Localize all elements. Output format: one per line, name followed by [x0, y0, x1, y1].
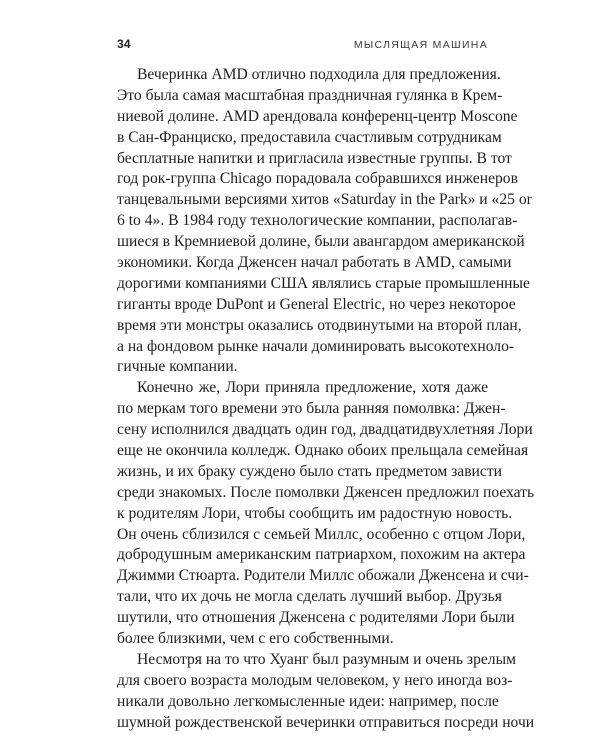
text-line: время эти монстры оказались отодвинутыми на второй план, [117, 316, 522, 334]
text-line: год рок-группа Chicago порадовала собравшихся инженеров [117, 170, 518, 188]
text-line: гичные компании. [117, 358, 238, 376]
text-line: Вечеринка AMD отлично подходила для предложения. [137, 66, 501, 83]
text-line: Это была самая масштабная праздничная гулянка в Крем- [117, 86, 503, 104]
text-line: для своего возраста молодым человеком, у него иногда воз- [117, 671, 513, 689]
text-line: тали, что их дочь не могла сделать лучший выбор. Друзья [117, 588, 502, 606]
text-line: никали довольно легкомысленные идеи: например, после [117, 692, 499, 710]
text-line: Он очень сблизился с семьей Миллс, особенно с отцом Лори, [117, 525, 526, 543]
text-line: Джимми Стюарта. Родители Миллс обожали Дженсена и счи- [117, 567, 529, 585]
text-line: по меркам того времени это была ранняя помолвка: Джен- [117, 400, 506, 418]
text-line: Конечно же, Лори приняла предложение, хотя даже [137, 379, 488, 397]
text-line: сену исполнился двадцать один год, двадцатидвухлетняя Лори [117, 421, 533, 439]
text-line: Несмотря на то что Хуанг был разумным и очень зрелым [137, 650, 516, 668]
text-line: добродушным американским патриархом, похожим на актера [117, 546, 526, 564]
page-header [117, 37, 488, 53]
text-line: шумной рождественской вечеринки отправиться посреди ночи [117, 713, 535, 731]
text-line: 6 to 4». В 1984 году технологические компании, располагав- [117, 212, 518, 230]
text-line: шиеся в Кремниевой долине, были авангардом американской [117, 233, 525, 251]
text-line: еще не окончила колледж. Однако обоих прельщала семейная [117, 442, 529, 460]
text-line: дорогими компаниями США являлись старые промышленные [117, 274, 530, 292]
text-line: экономики. Когда Дженсен начал работать в AMD, самыми [117, 254, 512, 272]
text-line: ниевой долине. AMD арендовала конференц-центр Moscone [117, 107, 518, 125]
text-line: к родителям Лори, чтобы сообщить им радостную новость. [117, 504, 513, 522]
text-line: шутили, что отношения Дженсена с родителями Лори были [117, 609, 515, 627]
text-line: в Сан-Франциско, предоставила счастливым сотрудникам [117, 128, 502, 146]
text-line: более близкими, чем с его собственными. [117, 630, 394, 648]
text-line: бесплатные напитки и пригласила известные группы. В тот [117, 149, 512, 167]
running-title: МЫСЛЯЩАЯ МАШИНА [353, 39, 488, 51]
body-text [117, 65, 535, 734]
text-line: среди знакомых. После помолвки Дженсен предложил поехать [117, 483, 535, 501]
text-line: а на фондовом рынке начали доминировать высокотехноло- [117, 337, 515, 355]
text-line: танцевальными версиями хитов «Saturday in the Park» и «25 or [117, 191, 532, 209]
page-number: 34 [117, 37, 131, 51]
text-line: жизнь, и их браку суждено было стать предметом зависти [117, 462, 502, 480]
text-line: гиганты вроде DuPont и General Electric, но через некоторое [117, 295, 516, 313]
